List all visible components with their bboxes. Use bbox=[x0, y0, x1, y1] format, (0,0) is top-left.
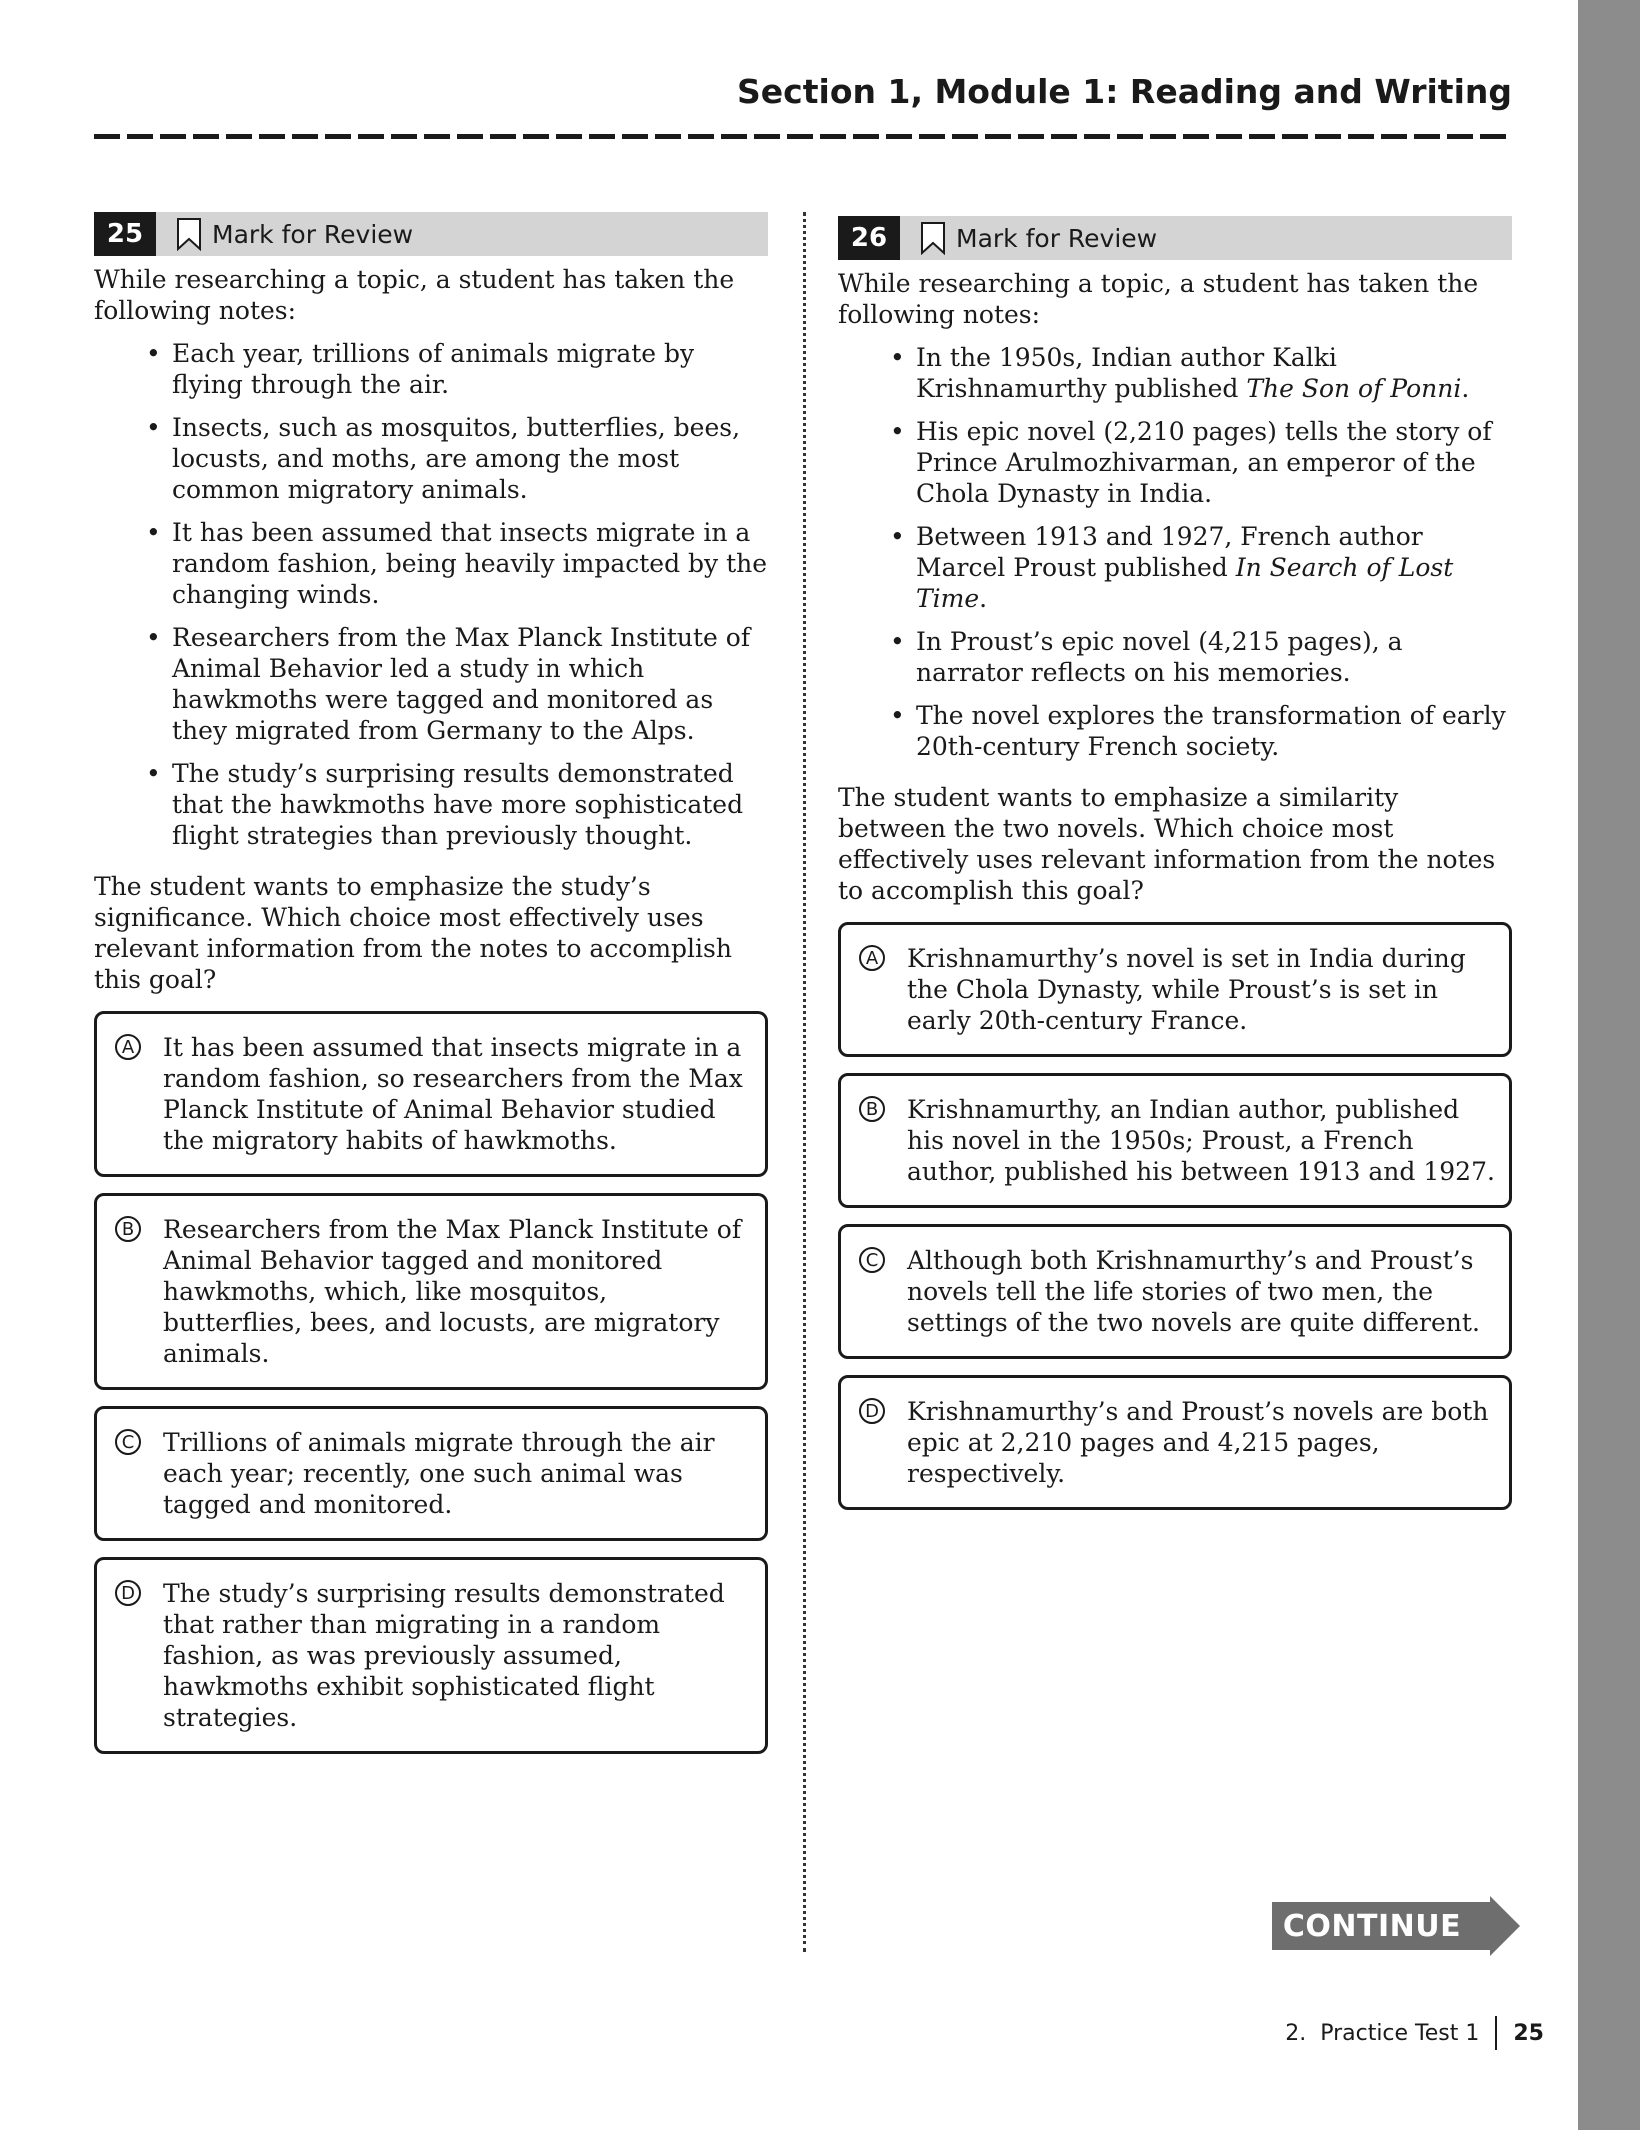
choice-text: Krishnamurthy’s novel is set in India during the Chola Dynasty, while Proust’s is set in early 20th-century France. bbox=[907, 944, 1466, 1035]
question-number: 25 bbox=[94, 212, 156, 256]
note-text: Researchers from the Max Planck Institute of Animal Behavior led a study in which hawkmoths were tagged and monitored as they migrated from Germany to the Alps. bbox=[172, 623, 751, 745]
question-number: 26 bbox=[838, 216, 900, 260]
footer-chapter: 2. Practice Test 1 bbox=[1285, 2020, 1480, 2046]
choice-d[interactable] bbox=[94, 1557, 768, 1754]
choice-letter-circle: B bbox=[115, 1216, 141, 1242]
notes-list bbox=[94, 338, 768, 851]
book-title: The Son of Ponni bbox=[1246, 374, 1462, 403]
choice-text: It has been assumed that insects migrate in a random fashion, so researchers from the Max Planck Institute of Animal Behavior studied the migratory habits of hawkmoths. bbox=[163, 1033, 743, 1155]
note-text: His epic novel (2,210 pages) tells the story of Prince Arulmozhivarman, an emperor of the Chola Dynasty in India. bbox=[916, 417, 1492, 508]
mark-for-review-label[interactable]: Mark for Review bbox=[956, 223, 1158, 253]
bullet-icon: • bbox=[890, 343, 905, 372]
choice-c[interactable] bbox=[94, 1406, 768, 1541]
note-text-end: . bbox=[979, 584, 988, 613]
question-intro: While researching a topic, a student has taken the following notes: bbox=[838, 269, 1479, 329]
section-title: Section 1, Module 1: Reading and Writing bbox=[737, 72, 1512, 111]
choice-d[interactable] bbox=[838, 1375, 1512, 1510]
choice-b[interactable] bbox=[838, 1073, 1512, 1208]
question-header bbox=[838, 216, 1512, 260]
choice-text: Krishnamurthy, an Indian author, published his novel in the 1950s; Proust, a French author, published his between 1913 and 1927. bbox=[907, 1095, 1495, 1186]
bullet-icon: • bbox=[146, 413, 161, 442]
question-26 bbox=[838, 216, 1512, 1510]
choice-a[interactable] bbox=[94, 1011, 768, 1177]
book-title: In Search of Lost Time bbox=[916, 553, 1454, 613]
note-text: In Proust’s epic novel (4,215 pages), a narrator reflects on his memories. bbox=[916, 627, 1403, 687]
note-item bbox=[144, 338, 768, 400]
note-text: Insects, such as mosquitos, butterflies, bees, locusts, and moths, are among the most common migratory animals. bbox=[172, 413, 741, 504]
choice-letter-circle: C bbox=[115, 1429, 141, 1455]
bullet-icon: • bbox=[146, 339, 161, 368]
dashed-rule bbox=[94, 134, 1512, 139]
answer-choices bbox=[94, 1011, 768, 1754]
note-text: In the 1950s, Indian author Kalki Krishnamurthy published bbox=[916, 343, 1337, 403]
note-item bbox=[888, 342, 1512, 404]
note-item bbox=[888, 416, 1512, 509]
note-text: Each year, trillions of animals migrate by flying through the air. bbox=[172, 339, 695, 399]
note-item bbox=[144, 758, 768, 851]
note-text: The study’s surprising results demonstrated that the hawkmoths have more sophisticated flight strategies than previously thought. bbox=[172, 759, 744, 850]
choice-text: Krishnamurthy’s and Proust’s novels are both epic at 2,210 pages and 4,215 pages, respectively. bbox=[907, 1397, 1489, 1488]
notes-list bbox=[838, 342, 1512, 762]
question-intro: While researching a topic, a student has taken the following notes: bbox=[94, 265, 735, 325]
choice-text: Although both Krishnamurthy’s and Proust’s novels tell the life stories of two men, the settings of the two novels are quite different. bbox=[907, 1246, 1480, 1337]
choice-b[interactable] bbox=[94, 1193, 768, 1390]
continue-label: CONTINUE bbox=[1282, 1908, 1462, 1944]
question-25 bbox=[94, 212, 768, 1754]
page-footer bbox=[1285, 2016, 1544, 2050]
choice-letter-circle: A bbox=[115, 1034, 141, 1060]
choice-letter-circle: D bbox=[115, 1580, 141, 1606]
footer-divider bbox=[1495, 2016, 1497, 2050]
question-header bbox=[94, 212, 768, 256]
bullet-icon: • bbox=[890, 522, 905, 551]
note-text: The novel explores the transformation of early 20th-century French society. bbox=[916, 701, 1506, 761]
bullet-icon: • bbox=[890, 627, 905, 656]
bookmark-icon[interactable] bbox=[920, 221, 946, 255]
continue-button[interactable] bbox=[1272, 1896, 1520, 1956]
note-item bbox=[144, 517, 768, 610]
note-item bbox=[144, 412, 768, 505]
choice-text: Researchers from the Max Planck Institute of Animal Behavior tagged and monitored hawkmoths, which, like mosquitos, butterflies, bees, and locusts, are migratory animals. bbox=[163, 1215, 742, 1368]
bullet-icon: • bbox=[146, 623, 161, 652]
choice-a[interactable] bbox=[838, 922, 1512, 1057]
bullet-icon: • bbox=[890, 701, 905, 730]
choice-letter-circle: A bbox=[859, 945, 885, 971]
bookmark-icon[interactable] bbox=[176, 217, 202, 251]
page-number: 25 bbox=[1513, 2020, 1544, 2046]
note-item bbox=[144, 622, 768, 746]
page-edge-tab bbox=[1578, 0, 1640, 2130]
choice-letter-circle: D bbox=[859, 1398, 885, 1424]
choice-text: The study’s surprising results demonstrated that rather than migrating in a random fashion, as was previously assumed, hawkmoths exhibit sophisticated flight strategies. bbox=[163, 1579, 725, 1732]
column-divider bbox=[803, 212, 806, 1952]
question-prompt: The student wants to emphasize the study’s significance. Which choice most effectively uses relevant information from the notes to accomplish this goal? bbox=[94, 872, 732, 994]
note-item bbox=[888, 700, 1512, 762]
choice-letter-circle: C bbox=[859, 1247, 885, 1273]
note-text: Between 1913 and 1927, French author Marcel Proust published bbox=[916, 522, 1423, 582]
answer-choices bbox=[838, 922, 1512, 1510]
note-item bbox=[888, 521, 1512, 614]
note-item bbox=[888, 626, 1512, 688]
bullet-icon: • bbox=[146, 759, 161, 788]
choice-text: Trillions of animals migrate through the air each year; recently, one such animal was tagged and monitored. bbox=[163, 1428, 715, 1519]
question-prompt: The student wants to emphasize a similarity between the two novels. Which choice most effectively uses relevant information from the notes to accomplish this goal? bbox=[838, 783, 1496, 905]
mark-for-review-label[interactable]: Mark for Review bbox=[212, 219, 414, 249]
choice-c[interactable] bbox=[838, 1224, 1512, 1359]
choice-letter-circle: B bbox=[859, 1096, 885, 1122]
bullet-icon: • bbox=[890, 417, 905, 446]
note-text: It has been assumed that insects migrate in a random fashion, being heavily impacted by the changing winds. bbox=[172, 518, 768, 609]
note-text-end: . bbox=[1461, 374, 1470, 403]
bullet-icon: • bbox=[146, 518, 161, 547]
